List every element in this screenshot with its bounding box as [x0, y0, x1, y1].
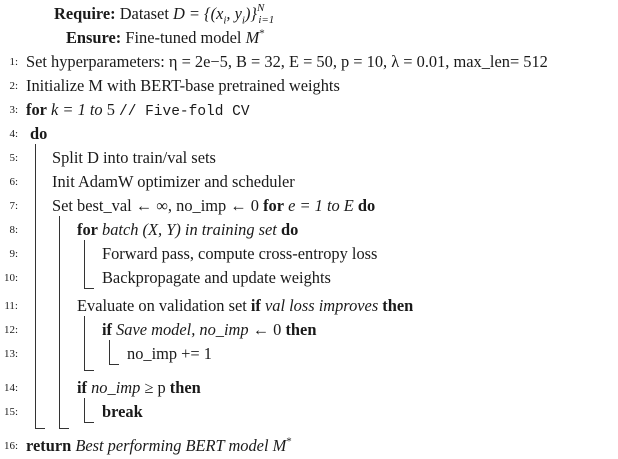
indent-end-do — [35, 428, 45, 429]
ensure-line — [66, 26, 265, 50]
line-number: 16: — [3, 440, 18, 452]
line-number: 5: — [9, 152, 18, 164]
line-number: 7: — [9, 200, 18, 212]
indent-end-for-e — [59, 428, 69, 429]
line-number: 2: — [9, 80, 18, 92]
algo-line-14: if no_imp ≥ p then — [77, 378, 201, 397]
line-number: 3: — [9, 104, 18, 116]
line-number: 9: — [9, 248, 18, 260]
algo-line-13: no_imp += 1 — [127, 344, 212, 363]
ensure-math: M — [245, 28, 260, 47]
line-number: 11: — [4, 300, 18, 312]
algo-line-6: Init AdamW optimizer and scheduler — [52, 172, 295, 191]
algo-line-8: for batch (X, Y) in training set do — [77, 220, 299, 239]
algo-line-12: if Save model, no_imp ← 0 then — [102, 320, 317, 339]
ensure-text: Fine-tuned model — [125, 28, 246, 47]
line-number: 1: — [9, 56, 18, 68]
indent-end-if-save — [109, 364, 119, 365]
algo-line-9: Forward pass, compute cross-entropy loss — [102, 244, 378, 263]
indent-bar-if-val — [84, 316, 85, 370]
line-number: 13: — [3, 348, 18, 360]
line-number: 4: — [9, 128, 18, 140]
require-math: $D = \{(x_i$, $y_i)\}^N_{i=1}$ — [172, 1, 275, 27]
indent-end-if-noimp — [84, 422, 94, 423]
line-number: 6: — [9, 176, 18, 188]
algo-line-1: Set hyperparameters: η = 2e−5, B = 32, E = 50, p = 10, λ = 0.01, max_len= 512 — [26, 52, 548, 71]
ensure-sup: * — [259, 27, 265, 40]
line-number: 14: — [3, 382, 18, 394]
ensure-keyword: Ensure: — [66, 28, 122, 47]
algo-line-4: do — [30, 124, 48, 143]
require-text: Dataset — [119, 4, 173, 23]
indent-bar-for-batch — [84, 240, 85, 288]
line-number: 15: — [3, 406, 18, 418]
line-number: 10: — [3, 272, 18, 284]
algo-line-16: return Best performing BERT model M* — [26, 435, 292, 455]
indent-bar-for-e — [59, 216, 60, 428]
algo-line-15: break — [102, 402, 143, 421]
algo-line-11: Evaluate on validation set if val loss improves then — [77, 296, 414, 315]
line-number: 12: — [3, 324, 18, 336]
indent-end-for-batch — [84, 288, 94, 289]
require-line — [54, 2, 274, 26]
indent-end-if-val — [84, 370, 94, 371]
algo-line-7: Set best_val ← ∞, no_imp ← 0 for e = 1 to E do — [52, 196, 376, 215]
indent-bar-do — [35, 144, 36, 428]
algo-line-10: Backpropagate and update weights — [102, 268, 331, 287]
algo-line-5: Split D into train/val sets — [52, 148, 216, 167]
require-keyword: Require: — [54, 4, 116, 23]
indent-bar-if-save — [109, 340, 110, 364]
indent-bar-if-noimp — [84, 398, 85, 422]
line-number: 8: — [9, 224, 18, 236]
algo-line-3: for k = 1 to 5 // Five-fold CV — [26, 100, 250, 120]
algo-line-2: Initialize M with BERT-base pretrained weights — [26, 76, 340, 95]
